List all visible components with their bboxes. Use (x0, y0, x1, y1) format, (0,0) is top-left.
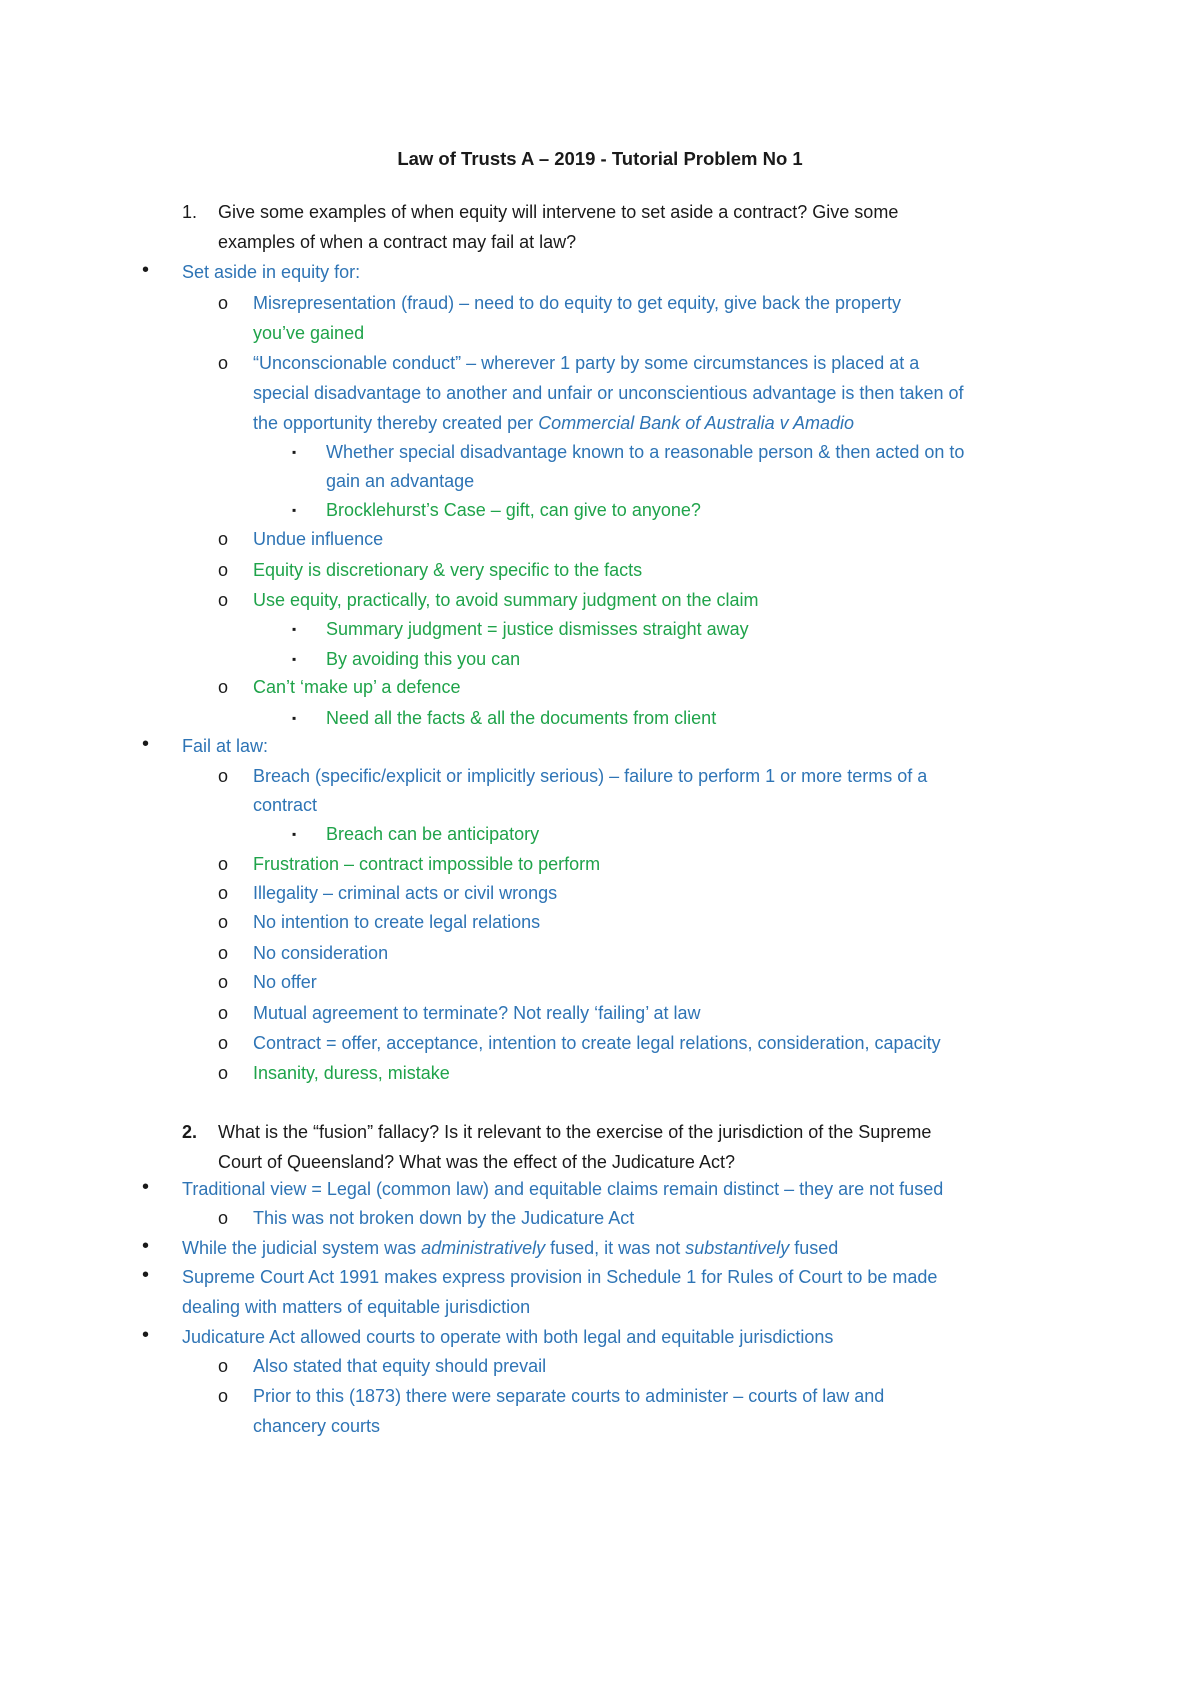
no-intention: No intention to create legal relations (253, 912, 541, 932)
judicial-system-fusion (182, 1237, 838, 1259)
square-bullet-icon: ▪ (292, 622, 297, 636)
supreme-court-act-line-2: dealing with matters of equitable jurisdiction (182, 1297, 531, 1317)
bullet-icon: • (142, 259, 150, 281)
equity-discretionary: Equity is discretionary & very specific to the facts (253, 560, 643, 580)
fusion-text-e: fused (789, 1238, 839, 1258)
undue-influence: Undue influence (253, 529, 384, 549)
question-1-line-2: examples of when a contract may fail at law? (218, 232, 577, 252)
square-bullet-icon: ▪ (292, 827, 297, 841)
traditional-view: Traditional view = Legal (common law) and equitable claims remain distinct – they are not fused (182, 1179, 944, 1199)
circle-bullet-icon: o (218, 590, 229, 610)
question-2-line-1: What is the “fusion” fallacy? Is it relevant to the exercise of the jurisdiction of the Supreme (218, 1122, 932, 1142)
circle-bullet-icon: o (218, 1033, 229, 1053)
illegality: Illegality – criminal acts or civil wrongs (253, 883, 558, 903)
prior-1873-line-2: chancery courts (253, 1416, 381, 1436)
breach-anticipatory: Breach can be anticipatory (326, 824, 540, 844)
by-avoiding: By avoiding this you can (326, 649, 521, 669)
circle-bullet-icon: o (218, 972, 229, 992)
unconscionable-line-2: special disadvantage to another and unfair or unconscientious advantage is then taken of (253, 383, 964, 403)
square-bullet-icon: ▪ (292, 503, 297, 517)
circle-bullet-icon: o (218, 854, 229, 874)
breach-line-1: Breach (specific/explicit or implicitly serious) – failure to perform 1 or more terms of a (253, 766, 928, 786)
question-2-number: 2. (182, 1122, 198, 1142)
judicature-act: Judicature Act allowed courts to operate with both legal and equitable jurisdictions (182, 1327, 834, 1347)
unconscionable-line-1: “Unconscionable conduct” – wherever 1 party by some circumstances is placed at a (253, 353, 920, 373)
summary-judgment: Summary judgment = justice dismisses straight away (326, 619, 749, 639)
misrepresentation-line-2: you’ve gained (253, 323, 365, 343)
circle-bullet-icon: o (218, 766, 229, 786)
circle-bullet-icon: o (218, 560, 229, 580)
frustration: Frustration – contract impossible to perform (253, 854, 601, 874)
circle-bullet-icon: o (218, 1003, 229, 1023)
circle-bullet-icon: o (218, 677, 229, 697)
circle-bullet-icon: o (218, 1356, 229, 1376)
bullet-icon: • (142, 1235, 150, 1257)
no-offer: No offer (253, 972, 317, 992)
circle-bullet-icon: o (218, 293, 229, 313)
set-aside-heading: Set aside in equity for: (182, 262, 361, 282)
special-disadvantage-line-2: gain an advantage (326, 471, 475, 491)
question-1-number: 1. (182, 202, 198, 222)
fusion-text-c: fused, it was not (545, 1238, 686, 1258)
question-2-line-2: Court of Queensland? What was the effect of the Judicature Act? (218, 1152, 735, 1172)
bullet-icon: • (142, 733, 150, 755)
use-equity-practically: Use equity, practically, to avoid summary judgment on the claim (253, 590, 759, 610)
fail-at-law-heading: Fail at law: (182, 736, 269, 756)
cant-make-up-defence: Can’t ‘make up’ a defence (253, 677, 461, 697)
square-bullet-icon: ▪ (292, 445, 297, 459)
circle-bullet-icon: o (218, 1386, 229, 1406)
bullet-icon: • (142, 1264, 150, 1286)
equity-prevail: Also stated that equity should prevail (253, 1356, 547, 1376)
insanity-duress-mistake: Insanity, duress, mistake (253, 1063, 450, 1083)
supreme-court-act-line-1: Supreme Court Act 1991 makes express provision in Schedule 1 for Rules of Court to be made (182, 1267, 938, 1287)
bullet-icon: • (142, 1324, 150, 1346)
prior-1873-line-1: Prior to this (1873) there were separate courts to administer – courts of law and (253, 1386, 885, 1406)
case-name-amadio: Commercial Bank of Australia v Amadio (538, 413, 854, 433)
circle-bullet-icon: o (218, 1208, 229, 1228)
square-bullet-icon: ▪ (292, 652, 297, 666)
circle-bullet-icon: o (218, 353, 229, 373)
circle-bullet-icon: o (218, 943, 229, 963)
question-1-line-1: Give some examples of when equity will intervene to set aside a contract? Give some (218, 202, 899, 222)
unconscionable-line-3 (253, 412, 854, 434)
fusion-text-b: administratively (421, 1238, 546, 1258)
misrepresentation-text: Misrepresentation (fraud) – need to do equity to get equity, give back the property (253, 293, 902, 313)
circle-bullet-icon: o (218, 883, 229, 903)
need-all-facts: Need all the facts & all the documents from client (326, 708, 717, 728)
mutual-agreement: Mutual agreement to terminate? Not really ‘failing’ at law (253, 1003, 701, 1023)
bullet-icon: • (142, 1176, 150, 1198)
breach-line-2: contract (253, 795, 318, 815)
fusion-text-d: substantively (685, 1238, 790, 1258)
misrepresentation-line-1 (253, 292, 901, 314)
not-broken-down: This was not broken down by the Judicature Act (253, 1208, 635, 1228)
brocklehurst-case: Brocklehurst’s Case – gift, can give to anyone? (326, 500, 701, 520)
square-bullet-icon: ▪ (292, 711, 297, 725)
circle-bullet-icon: o (218, 1063, 229, 1083)
circle-bullet-icon: o (218, 912, 229, 932)
contract-elements: Contract = offer, acceptance, intention to create legal relations, consideration, capacity (253, 1033, 941, 1053)
no-consideration: No consideration (253, 943, 389, 963)
document-title: Law of Trusts A – 2019 - Tutorial Problem No 1 (397, 148, 803, 169)
unconscionable-text: the opportunity thereby created per (253, 413, 539, 433)
circle-bullet-icon: o (218, 529, 229, 549)
fusion-text-a: While the judicial system was (182, 1238, 422, 1258)
special-disadvantage-line-1: Whether special disadvantage known to a reasonable person & then acted on to (326, 442, 965, 462)
